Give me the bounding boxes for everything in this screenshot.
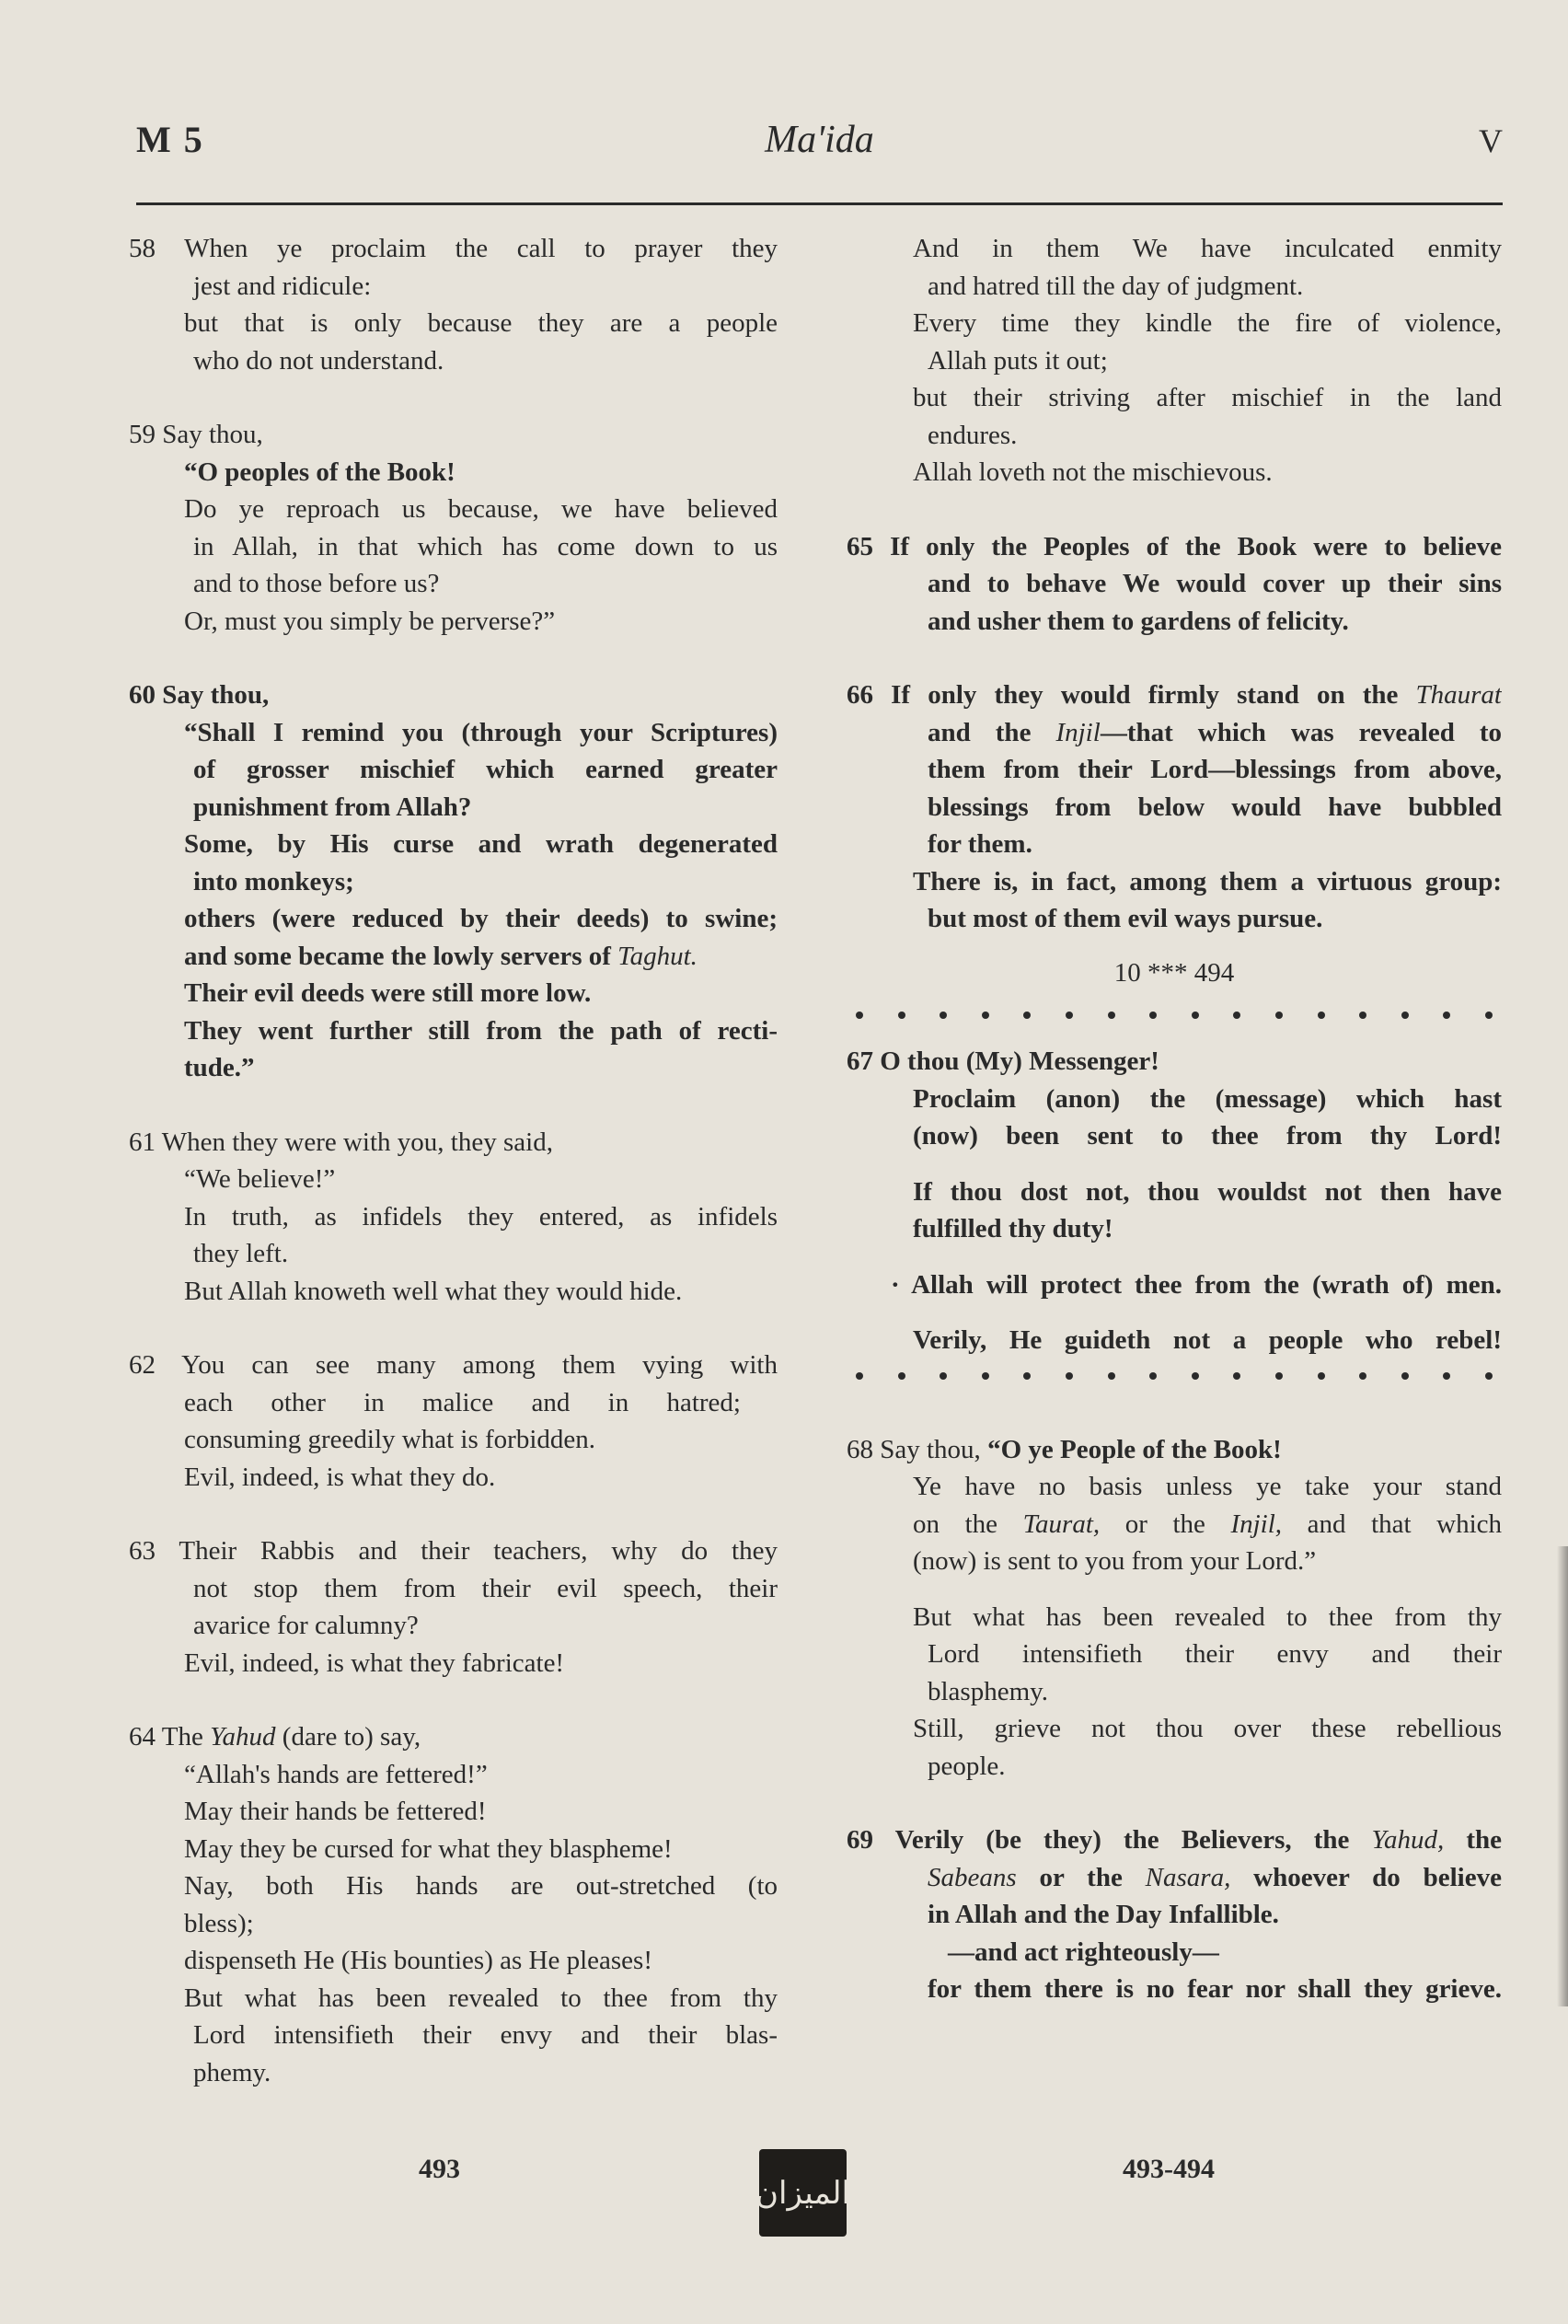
verse-59 [129, 416, 778, 640]
logo-text: الميزان [755, 2176, 850, 2211]
verse-text: on the [913, 1509, 1023, 1539]
verse-line: 60 Say thou, [129, 680, 270, 710]
verse-line: 67 O thou (My) Messenger! [847, 1046, 1159, 1076]
term-injil: Injil [1055, 717, 1101, 747]
verse-line: And in them We have inculcated enmity [913, 234, 1502, 263]
verse-line: they left. [193, 1239, 289, 1268]
verse-line: But Allah knoweth well what they would hide. [184, 1276, 683, 1306]
verse-line: Nay, both His hands are out-stretched (to [184, 1871, 778, 1901]
verse-text: 64 The [129, 1722, 211, 1752]
verse-line: into monkeys; [193, 866, 354, 896]
verse-line: (now) is sent to you from your Lord.” [913, 1546, 1317, 1576]
verse-text: (dare to) say, [275, 1722, 421, 1752]
verse-line: but most of them evil ways pursue. [928, 904, 1323, 933]
verse-text: the [1444, 1825, 1502, 1855]
verse-line: and to behave We would cover up their sins [928, 569, 1502, 598]
verse-line: If thou dost not, thou wouldst not then have [913, 1176, 1502, 1207]
verse-line: In truth, as infidels they entered, as infidels [184, 1201, 778, 1231]
verse-line: others (were reduced by their deeds) to swine; [184, 904, 778, 933]
term-taurat: Taurat, [1022, 1509, 1101, 1539]
verse-line [847, 1431, 1502, 1469]
verse-line: Allah puts it out; [928, 345, 1108, 376]
verse-text: and the [928, 717, 1056, 747]
verse-line: phemy. [193, 2057, 271, 2087]
verse-line: in Allah and the Day Infallible. [928, 1900, 1279, 1929]
term-taghut: Taghut. [617, 941, 698, 971]
verse-line: for them. [928, 829, 1032, 859]
verse-63 [129, 1532, 778, 1682]
verse-line: not stop them from their evil speech, their [193, 1573, 778, 1603]
term-injil: Injil, [1230, 1509, 1283, 1539]
verse-62 [129, 1347, 778, 1496]
verse-line: They went further still from the path of recti- [184, 1015, 778, 1046]
verse-line [847, 1506, 1502, 1544]
verse-line: each other in malice and in hatred; [184, 1387, 741, 1417]
publisher-logo [755, 2149, 850, 2237]
verse-69 [847, 1821, 1502, 2008]
verse-line: Evil, indeed, is what they do. [184, 1462, 496, 1492]
verse-text: and some became the lowly servers of [184, 941, 618, 971]
verse-line: blasphemy. [928, 1676, 1049, 1706]
verse-text: “O ye People of the Book! [987, 1434, 1282, 1464]
verse-58 [129, 230, 778, 379]
chapter-code: M 5 [136, 119, 204, 160]
verse-line: Proclaim (anon) the (message) which hast [913, 1083, 1502, 1114]
verse-line: of grosser mischief which earned greater [193, 755, 778, 784]
term-nasara: Nasara, [1145, 1862, 1231, 1892]
verse-line: tude.” [184, 1053, 255, 1082]
verse-line: Every time they kindle the fire of violence, [913, 308, 1502, 338]
verse-61 [129, 1124, 778, 1311]
verse-text: 69 Verily (be they) the Believers, the [847, 1825, 1372, 1855]
verse-line: who do not understand. [193, 345, 444, 376]
verse-line: (now) been sent to thee from thy Lord! [913, 1121, 1502, 1150]
verse-text: or the [1016, 1862, 1146, 1892]
verse-line: bless); [184, 1908, 254, 1938]
verse-66 [847, 676, 1502, 938]
verse-line: them from their Lord—blessings from above, [928, 755, 1502, 784]
verse-line: 63 Their Rabbis and their teachers, why do they [129, 1536, 778, 1566]
verse-line: jest and ridicule: [193, 271, 372, 301]
verse-line: dispenseth He (His bounties) as He pleases! [184, 1946, 652, 1975]
verse-text: —that which was revealed to [1100, 717, 1502, 747]
page-edge-shadow [1557, 1546, 1568, 2006]
verse-60 [129, 676, 778, 1087]
page-number-left: 493 [419, 2154, 460, 2184]
verse-line [847, 676, 1502, 714]
verse-line: There is, in fact, among them a virtuous group: [913, 866, 1502, 896]
verse-text: whoever do believe [1230, 1862, 1502, 1892]
verse-line: 62 You can see many among them vying with [129, 1350, 778, 1380]
verse-line: and to those before us? [193, 569, 440, 598]
verse-line: Allah loveth not the mischievous. [913, 457, 1273, 487]
verse-line: in Allah, in that which has come down to us [193, 531, 778, 561]
verse-line: Ye have no basis unless ye take your stand [913, 1472, 1502, 1501]
verse-text: 68 Say thou, [847, 1434, 988, 1464]
verse-line: Still, grieve not thou over these rebellious [913, 1714, 1502, 1743]
verse-line: for them there is no fear nor shall they grieve. [928, 1974, 1502, 2004]
verse-line: endures. [928, 420, 1018, 450]
separator-dots [847, 1012, 1502, 1019]
term-thaurat: Thaurat [1415, 680, 1502, 710]
verse-line: But what has been revealed to thee from thy [184, 1983, 778, 2013]
verse-line: fulfilled thy duty! [913, 1214, 1113, 1243]
surah-title: Ma'ida [765, 119, 874, 161]
page-header [136, 118, 1503, 173]
verse-line: 59 Say thou, [129, 420, 263, 449]
verse-text: and that which [1282, 1509, 1502, 1539]
verse-line: avarice for calumny? [193, 1611, 419, 1640]
page-number-right: 493-494 [1123, 2154, 1215, 2184]
verse-line: people. [928, 1751, 1006, 1781]
term-sabeans: Sabeans [928, 1862, 1017, 1892]
verse-line: but that is only because they are a people [184, 308, 778, 338]
verse-line: “O peoples of the Book! [184, 457, 455, 487]
term-yahud: Yahud [210, 1722, 276, 1752]
verse-line: “Allah's hands are fettered!” [184, 1759, 488, 1789]
verse-line: 61 When they were with you, they said, [129, 1127, 553, 1157]
right-column [847, 230, 1502, 2045]
verse-line: May their hands be fettered! [184, 1797, 487, 1826]
verse-line: blessings from below would have bubbled [928, 792, 1502, 822]
verse-line: punishment from Allah? [193, 792, 472, 822]
header-rule [136, 202, 1503, 205]
term-yahud: Yahud, [1371, 1825, 1445, 1855]
verse-line: 58 When ye proclaim the call to prayer they [129, 234, 778, 263]
verse-line [129, 938, 778, 976]
verse-line: and usher them to gardens of felicity. [928, 606, 1349, 636]
verse-line [129, 1718, 778, 1756]
separator-dots [847, 1372, 1502, 1380]
verse-68 [847, 1431, 1502, 1786]
verse-line: Evil, indeed, is what they fabricate! [184, 1648, 565, 1678]
verse-line: Or, must you simply be perverse?” [184, 606, 556, 636]
verse-line: May they be cursed for what they blaspheme! [184, 1833, 673, 1864]
verse-line: “We believe!” [184, 1164, 336, 1194]
verse-line: Lord intensifieth their envy and their [928, 1639, 1502, 1669]
verse-line: Do ye reproach us because, we have believed [184, 494, 778, 524]
verse-line [847, 1821, 1502, 1859]
section-note: 10 *** 494 [1113, 957, 1235, 988]
verse-line [847, 1859, 1502, 1897]
verse-line: Lord intensifieth their envy and their blas- [193, 2020, 778, 2050]
verse-line: —and act righteously— [948, 1937, 1219, 1967]
verse-line [847, 714, 1502, 752]
verse-65 [847, 528, 1502, 641]
verse-line: and hatred till the day of judgment. [928, 271, 1304, 301]
verse-text: 66 If only they would firmly stand on the [847, 680, 1416, 710]
part-number: V [1479, 122, 1503, 159]
verse-line: But what has been revealed to thee from thy [913, 1601, 1502, 1632]
verse-line: “Shall I remind you (through your Scriptures) [184, 717, 778, 747]
left-column [129, 230, 778, 2128]
verse-line: consuming greedily what is forbidden. [184, 1425, 595, 1454]
verse-text: or the [1100, 1509, 1231, 1539]
verse-line: · Allah will protect thee from the (wrath of) men. [891, 1269, 1502, 1300]
verse-67 [847, 1043, 1502, 1359]
verse-line: but their striving after mischief in the land [913, 383, 1502, 412]
verse-line: Verily, He guideth not a people who rebel! [913, 1325, 1502, 1355]
verse-line: Their evil deeds were still more low. [184, 978, 592, 1008]
verse-line: 65 If only the Peoples of the Book were to believe [847, 531, 1502, 561]
verse-line: Some, by His curse and wrath degenerated [184, 829, 778, 859]
verse-64 [129, 1718, 778, 2091]
verse-64-continued [847, 230, 1502, 491]
